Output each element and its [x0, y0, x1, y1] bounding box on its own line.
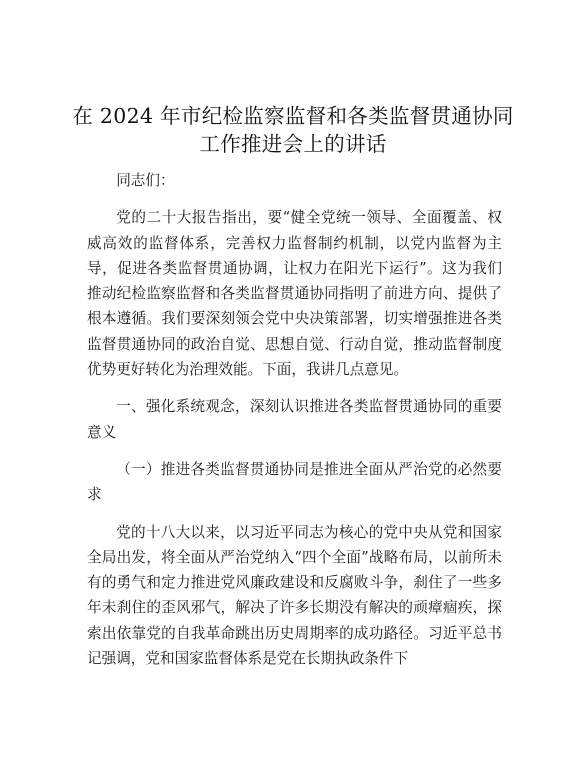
subsection-heading-1: （一）推进各类监督贯通协同是推进全面从严治党的必然要求 [87, 460, 502, 504]
greeting: 同志们： [116, 172, 175, 189]
document-body [87, 160, 502, 671]
document-title-line-1: 在 2024 年市纪检监察监督和各类监督贯通协同 [72, 104, 514, 128]
document-title-line-2: 工作推进会上的讲话 [199, 132, 387, 156]
section-heading-1: 一、强化系统观念，深刻认识推进各类监督贯通协同的重要意义 [87, 398, 502, 441]
paragraph-intro: 党的二十大报告指出，要“健全党统一领导、全面覆盖、权威高效的监督体系，完善权力监督制约机制，以党内监督为主导，促进各类监督贯通协调，让权力在阳光下运行”。这为我们推动纪检监察监督和各类监督贯通协同指明了前进方向、提供了根本遵循。我们要深刻领会党中央决策部署，切实增强推进各类监督贯通协同的政治自觉、思想自觉、行动自觉，推动监督制度优势更好转化为治理效能。下面，我讲几点意见。 [87, 209, 502, 379]
paragraph-body: 党的十八大以来，以习近平同志为核心的党中央从党和国家全局出发，将全面从严治党纳入“四个全面”战略布局，以前所未有的勇气和定力推进党风廉政建设和反腐败斗争，刹住了一些多年未刹住的歪风邪气，解决了许多长期没有解决的顽瘴痼疾，探索出依靠党的自我革命跳出历史周期率的成功路径。习近平总书记强调，党和国家监督体系是党在长期执政条件下 [87, 523, 502, 668]
